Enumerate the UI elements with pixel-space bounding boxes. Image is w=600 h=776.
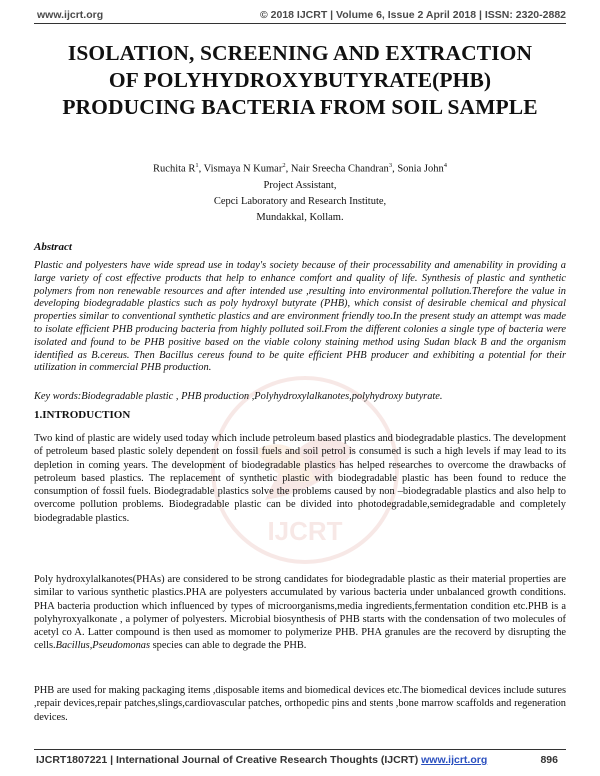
author-2-affil: 2	[282, 162, 286, 169]
author-2: Vismaya N Kumar	[203, 163, 283, 175]
page-footer	[34, 749, 566, 770]
intro-paragraph-1: Two kind of plastic are widely used today which include petroleum based plastics and biodegradable plastics. The development of petroleum based plastic solely dependent on fossil fuels and soil petrol is consumed is such a high levels if may lead to its depletion in coming years. The development of biodegradable plastics has helped researches to overcome the drawbacks of petroleum based plastics. The replacement of synthetic plastic with biodegradable plastic has been found to reduce the consumption of fossil fuels. Biodegradable plastics solve the problems caused by non –biodegradable plastics and also help to overcome pollution problems. Biodegradable plastic can be divided into photodegradable,semidegradable and completely biodegradable plastics.	[34, 433, 566, 524]
section-heading-introduction: 1.INTRODUCTION	[34, 409, 131, 421]
author-1-affil: 1	[195, 162, 199, 169]
author-3-affil: 3	[388, 162, 393, 169]
page-number: 896	[540, 754, 558, 766]
author-location: Mundakkal, Kollam.	[256, 211, 344, 223]
footer-citation: IJCRT1807221 | International Journal of Creative Research Thoughts (IJCRT) www.ijcrt.org	[36, 754, 488, 766]
abstract-heading: Abstract	[34, 241, 72, 253]
abstract-text: Plastic and polyesters have wide spread use in today's society because of their processability and amenability in providing a large variety of cost effective products that help to enhance comfort and quality of life. Synthesis of plastic and synthetic polymers from non renewable resources and after intended use ,resulting into environmental pollution.Therefore the value in developing biodegradable plastics such as poly hydroxyl butyrate (PHB), which consist of desirable chemical and physical properties similar to conventional synthetic plastics and are environment friendly too.In the present study an attempt was made to isolate efficient PHB producing bacteria from highly polluted soil.From the different colonies a single type of bacteria were isolated and found to be PHB positive based on the viable colony staining method using Sudan black B and the organism identified as B.cereus. Then Bacillus cereus found to be quite efficient PHB producer and exhibiting a potential for their utilization in commercial PHB production.	[34, 260, 566, 374]
intro-paragraph-3: PHB are used for making packaging items ,disposable items and biomedical devices etc.The biomedical devices include sutures ,repair devices,repair patches,slings,cardiovascular patches, orthopedic pins and stents ,bone marrow scaffolds and regeneration devices.	[34, 685, 566, 723]
author-block	[34, 158, 566, 226]
author-institute: Cepci Laboratory and Research Institute,	[213, 195, 387, 207]
watermark-text: IJCRT	[267, 516, 343, 546]
title-line-2: OF POLYHYDROXYBUTYRATE(PHB)	[108, 68, 492, 92]
title-line-3: PRODUCING BACTERIA FROM SOIL SAMPLE	[62, 95, 538, 119]
footer-site-link[interactable]: www.ijcrt.org	[421, 754, 488, 766]
genus-names: Bacillus,Pseudomonas	[55, 640, 151, 652]
page-header	[0, 0, 600, 22]
author-3: Nair Sreecha Chandran	[290, 163, 389, 175]
author-role: Project Assistant,	[263, 179, 337, 191]
journal-info: © 2018 IJCRT | Volume 6, Issue 2 April 2018 | ISSN: 2320-2882	[259, 9, 566, 21]
keywords: Key words:Biodegradable plastic , PHB production ,Polyhydroxylalkanotes,polyhydroxy butyrate.	[34, 391, 443, 402]
author-4-affil: 4	[443, 162, 447, 169]
journal-site[interactable]: www.ijcrt.org	[37, 9, 104, 21]
intro-paragraph-2: Poly hydroxylalkanotes(PHAs) are considered to be strong candidates for biodegradable plastic as their material properties are similar to various synthetic plastics.PHA are polyesters accumulated by various bacteria under unbalanced growth conditions. PHA bacteria production which influenced by types of microorganisms,media ingredients,fermentation condition etc.PHB is a polyhyroxyalkonate , a polymer of polyesters. Microbial biosynthesis of PHB starts with the condensation of two molecules of acetyl co A. Latter compound is then used as momomer to polymerize PHB. PHA granules are the recoverd by disrupting the cells.Bacillus,Pseudomonas species can able to degrade the PHB.	[34, 574, 566, 652]
author-4: Sonia John	[397, 163, 444, 175]
header-rule	[34, 23, 566, 24]
paper-title	[34, 40, 566, 121]
title-line-1: ISOLATION, SCREENING AND EXTRACTION	[67, 41, 533, 65]
author-1: Ruchita R	[153, 163, 196, 175]
author-list: Ruchita $R^1$, Vismaya N Kumar$^2$, Nair Sreecha Chandran$^3$, Sonia John$^4$	[153, 162, 447, 175]
